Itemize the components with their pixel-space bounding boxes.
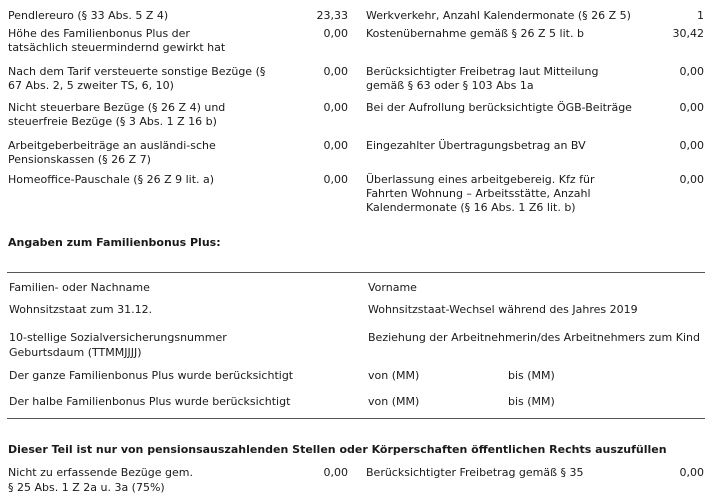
- half-bonus-from-label: von (MM): [368, 395, 420, 408]
- family-section-heading: Angaben zum Familienbonus Plus:: [8, 236, 221, 249]
- relation-label: Beziehung der Arbeitnehmerin/des Arbeitnehmers zum Kind: [368, 331, 700, 344]
- pension-left-label-line2: § 25 Abs. 1 Z 2a u. 3a (75%): [8, 481, 165, 494]
- left-item-label-pendlereuro: Pendlereuro (§ 33 Abs. 5 Z 4): [8, 9, 169, 22]
- firstname-label: Vorname: [368, 281, 417, 294]
- family-section-divider: [7, 272, 705, 273]
- left-item-value-familienbonus: 0,00: [323, 27, 348, 40]
- left-item-label-familienbonus: Höhe des Familienbonus Plus der tatsächlich steuermindernd gewirkt hat: [8, 27, 226, 54]
- right-item-label-kostenuebernahme: Kostenübernahme gemäß § 26 Z 5 lit. b: [366, 27, 584, 40]
- right-item-label-werkverkehr: Werkverkehr, Anzahl Kalendermonate (§ 26 Z 5): [366, 9, 631, 22]
- left-item-label-homeoffice: Homeoffice-Pauschale (§ 26 Z 9 lit. a): [8, 173, 215, 186]
- left-item-value-pensionskassen: 0,00: [323, 139, 348, 152]
- right-item-label-kfz-ueberlassung: Überlassung eines arbeitgebereig. Kfz für Fahrten Wohnung – Arbeitsstätte, Anzahl Kalendermonate (§ 16 Abs. 1 Z6 lit. b): [366, 173, 595, 214]
- right-item-value-werkverkehr: 1: [697, 9, 704, 22]
- pension-section-heading: Dieser Teil ist nur von pensionsauszahlenden Stellen oder Körperschaften öffentlichen Rechts auszufüllen: [8, 443, 667, 456]
- svnr-label: 10-stellige Sozialversicherungsnummer: [9, 331, 227, 344]
- full-bonus-from-label: von (MM): [368, 369, 420, 382]
- pension-left-label-line1: Nicht zu erfassende Bezüge gem.: [8, 466, 193, 479]
- right-item-value-kostenuebernahme: 30,42: [672, 27, 704, 40]
- full-bonus-to-label: bis (MM): [508, 369, 555, 382]
- right-item-value-freibetrag-mitteilung: 0,00: [679, 65, 704, 78]
- residence-change-label: Wohnsitzstaat-Wechsel während des Jahres 2019: [368, 303, 638, 316]
- pension-right-value: 0,00: [679, 466, 704, 479]
- right-item-value-uebertragungsbetrag: 0,00: [679, 139, 704, 152]
- right-item-value-kfz-ueberlassung: 0,00: [679, 173, 704, 186]
- left-item-label-pensionskassen: Arbeitgeberbeiträge an ausländi-sche Pensionskassen (§ 26 Z 7): [8, 139, 216, 166]
- pension-right-label: Berücksichtigter Freibetrag gemäß § 35: [366, 466, 584, 479]
- half-bonus-label: Der halbe Familienbonus Plus wurde berücksichtigt: [9, 395, 291, 408]
- full-bonus-label: Der ganze Familienbonus Plus wurde berücksichtigt: [9, 369, 294, 382]
- residence-label: Wohnsitzstaat zum 31.12.: [9, 303, 153, 316]
- right-item-label-freibetrag-mitteilung: Berücksichtigter Freibetrag laut Mitteilung gemäß § 63 oder § 103 Abs 1a: [366, 65, 599, 92]
- family-name-label: Familien- oder Nachname: [9, 281, 150, 294]
- right-item-value-oegb-beitraege: 0,00: [679, 101, 704, 114]
- pension-left-value: 0,00: [323, 466, 348, 479]
- left-item-value-homeoffice: 0,00: [323, 173, 348, 186]
- left-item-label-nicht-steuerbar: Nicht steuerbare Bezüge (§ 26 Z 4) und steuerfreie Bezüge (§ 3 Abs. 1 Z 16 b): [8, 101, 226, 128]
- half-bonus-to-label: bis (MM): [508, 395, 555, 408]
- birthdate-label: Geburtsdaum (TTMMJJJJ): [9, 346, 142, 359]
- left-item-value-nicht-steuerbar: 0,00: [323, 101, 348, 114]
- left-item-value-sonstige-bezuege: 0,00: [323, 65, 348, 78]
- right-item-label-oegb-beitraege: Bei der Aufrollung berücksichtigte ÖGB-Beiträge: [366, 101, 632, 114]
- left-item-value-pendlereuro: 23,33: [316, 9, 348, 22]
- left-item-label-sonstige-bezuege: Nach dem Tarif versteuerte sonstige Bezüge (§ 67 Abs. 2, 5 zweiter TS, 6, 10): [8, 65, 266, 92]
- right-item-label-uebertragungsbetrag: Eingezahlter Übertragungsbetrag an BV: [366, 139, 586, 152]
- family-section-bottom-divider: [7, 418, 705, 419]
